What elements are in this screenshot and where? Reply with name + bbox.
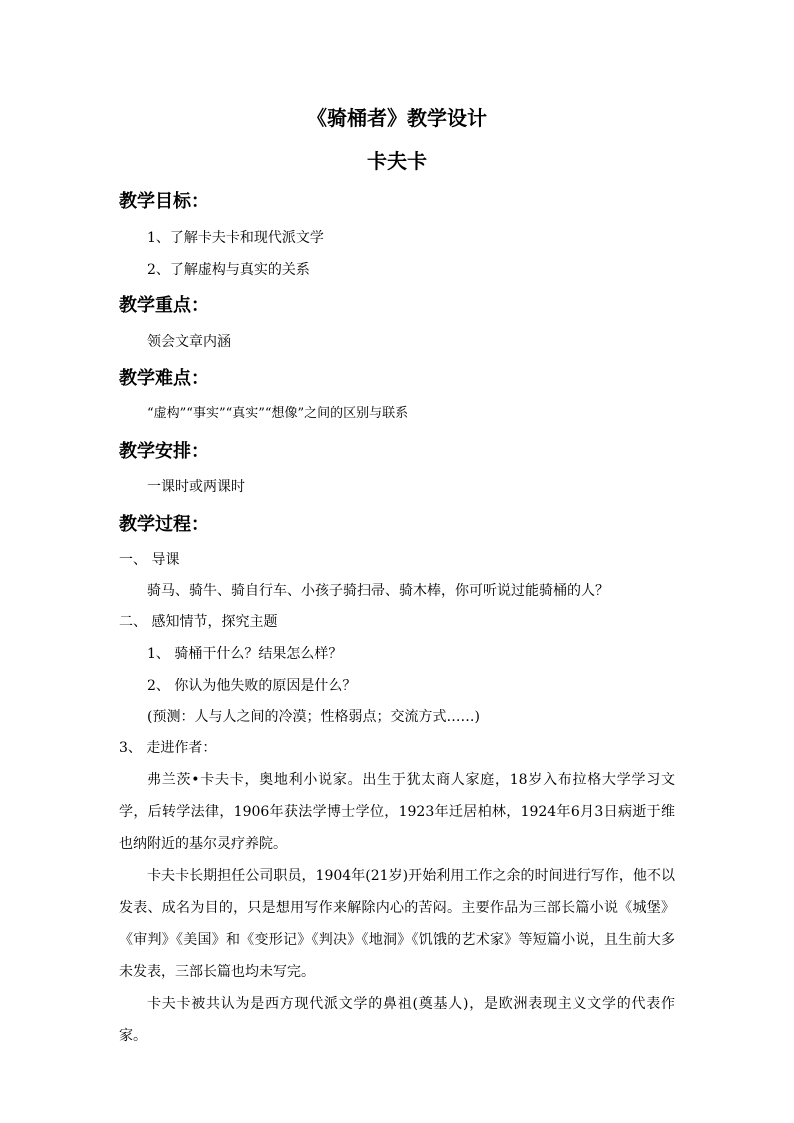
section2-title: 二、 感知情节，探究主题 [119,614,278,630]
document-title: 《骑桶者》教学设计 [307,106,487,130]
document-author: 卡夫卡 [367,149,427,173]
section2-question-2: 2、 你认为他失败的原因是什么？ [147,678,357,694]
section2-note: (预测：人与人之间的冷漠；性格弱点；交流方式……) [147,709,480,725]
arrangement-heading: 教学安排： [119,441,209,462]
process-heading: 教学过程： [119,514,209,535]
section1-title: 一、 导课 [119,552,180,568]
objective-item-1: 1、了解卡夫卡和现代派文学 [147,230,324,246]
objective-item-2: 2、了解虚构与真实的关系 [147,262,310,278]
author-bio-paragraph-2: 卡夫卡长期担任公司职员，1904年(21岁)开始利用工作之余的时间进行写作，他不以发表、成名为目的，只是想用写作来解除内心的苦闷。主要作品为三部长篇小说《城堡》《审判》《美国》和《变形记》《判决》《地洞》《饥饿的艺术家》等短篇小说，且生前大多未发表，三部长篇也均未写完。 [119,868,675,980]
section1-text: 骑马、骑牛、骑自行车、小孩子骑扫帚、骑木棒，你可听说过能骑桶的人？ [147,583,609,599]
difficulties-text: “虚构”“事实”“真实”“想像”之间的区别与联系 [147,406,409,421]
section3-title: 3、 走进作者： [119,740,217,756]
arrangement-text: 一课时或两课时 [147,479,245,495]
author-bio-paragraph-1: 弗兰茨•卡夫卡，奥地利小说家。出生于犹太商人家庭，18岁入布拉格大学学习文学，后转学法律，1906年获法学博士学位，1923年迁居柏林，1924年6月3日病逝于维也纳附近的基尔灵疗养院。 [119,772,675,852]
key-points-heading: 教学重点： [119,295,209,316]
objectives-heading: 教学目标： [119,191,209,212]
key-points-text: 领会文章内涵 [147,334,231,350]
author-bio-paragraph-3: 卡夫卡被共认为是西方现代派文学的鼻祖(奠基人)，是欧洲表现主义文学的代表作家。 [119,996,675,1044]
section2-question-1: 1、 骑桶干什么？结果怎么样？ [147,646,343,662]
difficulties-heading: 教学难点： [119,368,209,389]
